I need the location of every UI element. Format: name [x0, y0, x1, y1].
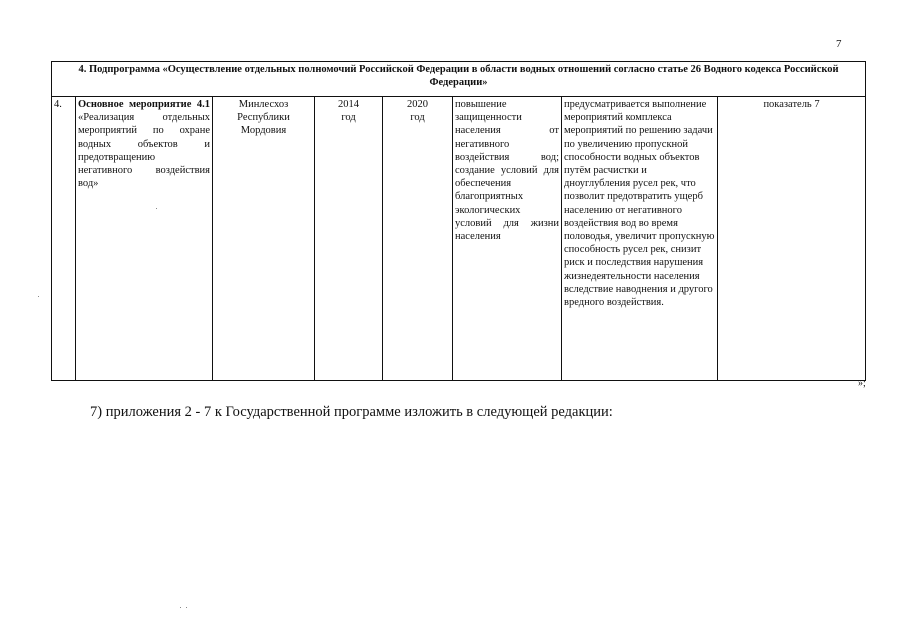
- scan-speck: [180, 607, 181, 608]
- event-name-cell: [76, 97, 213, 381]
- end-year-cell: 2020 год: [383, 97, 453, 381]
- indicator-cell: показатель 7: [718, 97, 866, 381]
- row-number: 4.: [52, 97, 76, 381]
- closing-quote-mark: »;: [858, 378, 866, 389]
- start-year-cell: 2014 год: [315, 97, 383, 381]
- executor-cell: Минлесхоз Республики Мордовия: [213, 97, 315, 381]
- scan-speck: [38, 296, 39, 297]
- scan-speck: [186, 607, 187, 608]
- consequences-cell: предусматривается выполнение мероприятий комплекса мероприятий по решению задачи по увеличению пропускной способности водных объектов путём расчистки и дноуглубления русел рек, что позволит предотвратить ущерб населению от негативного воздействия вод во время половодья, увеличит пропускную способность русел рек, снизит риск и последствия нарушения жизнедеятельности населения вследствие наводнения и другого вредного воздействия.: [562, 97, 718, 381]
- event-title: Основное мероприятие 4.1: [78, 99, 210, 110]
- amendment-paragraph: 7) приложения 2 - 7 к Государственной программе изложить в следующей редакции:: [90, 404, 613, 420]
- page-number: 7: [836, 38, 842, 50]
- table-row: [52, 97, 866, 381]
- expected-result-cell: повышение защищенности населения от негативного воздействия вод; создание условий для обеспечения благоприятных экологических условий для жизни населения: [453, 97, 562, 381]
- subprogram-header: 4. Подпрограмма «Осуществление отдельных полномочий Российской Федерации в области водных отношений согласно статье 26 Водного кодекса Российской Федерации»: [52, 62, 866, 97]
- scan-speck: [156, 208, 157, 209]
- program-table: [51, 61, 866, 381]
- event-description: «Реализация отдельных мероприятий по охране водных объектов и предотвращению негативного воздействия вод»: [78, 112, 210, 190]
